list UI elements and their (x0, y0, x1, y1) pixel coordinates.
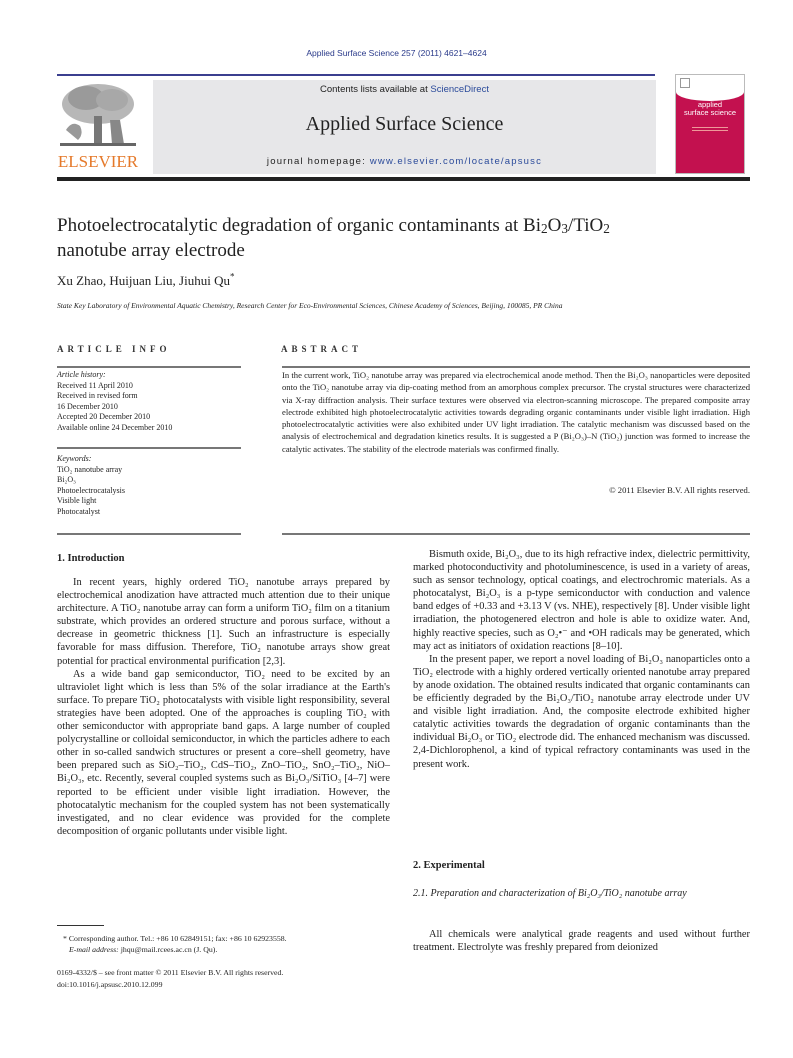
title-text: Photoelectrocatalytic degradation of organic contaminants at Bi (57, 215, 541, 236)
title-text-line2: nanotube array electrode (57, 240, 245, 261)
title-subscript: 2 (541, 221, 548, 236)
history-item: Available online 24 December 2010 (57, 422, 173, 432)
keyword-item: Bi₂O₃ (57, 475, 76, 484)
keyword-item: TiO₂ nanotube array (57, 464, 123, 474)
experimental-body (413, 928, 750, 954)
divider (282, 533, 750, 535)
paragraph: In the present paper, we report a novel loading of Bi₂O₃ nanoparticles onto a TiO₂ electrode with a highly ordered vertically oriented nanotube array prepared by anode oxidation. The obtained results indicated that organic contaminants can be efficiently degraded by the Bi₂O₃/TiO₂ nanotube array electrode under UV and visible light irradiation. And, the composite electrode exhibited higher catalytic activities towards the degradation of organic contaminants than the individual Bi₂O₃ or TiO₂ electrode did. The enhanced mechanism was discussed. 2,4-Dichlorophenol, a kind of typical refractory contaminants was used in the present work. (413, 653, 750, 770)
divider (57, 366, 241, 368)
paragraph: Bismuth oxide, Bi₂O₃, due to its high refractive index, dielectric permittivity, marked photoconductivity and photoluminescence, is used in a variety of areas, such as sensor technology, optical coatings, and electrochromic materials. As a photocatalyst, Bi₂O₃ is a p-type semiconductor with conduction and valence band edges of +0.33 and +3.13 V (vs. NHE), respectively [8]. Under visible light irradiation, the photogenered electron and hole is able to oxidize water. And, highly reactive species, such as O₂•⁻ and •OH radicals may be generated, which may act as initiators of oxidation reactions [8–10]. (413, 549, 750, 652)
keyword-item: Photoelectrocatalysis (57, 485, 125, 495)
authors (57, 273, 235, 289)
keywords (57, 454, 247, 517)
journal-title: Applied Surface Science (305, 113, 504, 135)
left-column-body (57, 576, 390, 838)
history-item: Received 11 April 2010 (57, 380, 133, 390)
article-info-heading: ARTICLE INFO (57, 344, 171, 354)
title-text: /TiO (568, 215, 604, 236)
journal-banner (153, 80, 656, 174)
author-names: Xu Zhao, Huijuan Liu, Jiuhui Qu (57, 273, 230, 288)
doi-link[interactable]: doi:10.1016/j.apsusc.2010.12.099 (57, 980, 163, 989)
elsevier-wordmark: ELSEVIER (57, 152, 139, 171)
journal-homepage (153, 156, 656, 167)
abstract-text: In the current work, TiO₂ nanotube array was prepared via electrochemical anode method. Then the Bi₂O₃ nanoparticles were deposited onto the TiO₂ nanotube array via dip-coating method from an amorphous complex precursor. The crystal structures were characterized via X-ray diffraction analysis. Their surface textures were observed via electron-scanning microscope. The prepared composite array electrode exhibited high photoelectrocatalytic activities towards degrading organic contaminants under visible light irradiation. High photoelectrocatalytic activities were also exhibited under UV light irradiation. The catalytic mechanism was discussed based on the analysis of electrochemical and degradation kinetics results. It is suggested a P (Bi₂O₃)–N (TiO₂) junction was formed to increase the catalytic activates. The stability of the electrode materials was confirmed finally. (282, 370, 750, 454)
subsection-heading: 2.1. Preparation and characterization of Bi₂O₃/TiO₂ nanotube array (413, 888, 687, 899)
corresponding-author-mark[interactable]: * (229, 271, 235, 282)
right-column-body (413, 548, 750, 771)
header-thick-rule (57, 177, 750, 181)
history-item: 16 December 2010 (57, 401, 118, 411)
corresponding-author-note: * Corresponding author. Tel.: +86 10 62849151; fax: +86 10 62923558. (63, 934, 287, 943)
cover-subtitle-lines (692, 127, 728, 128)
article-history-heading: Article history: (57, 370, 106, 379)
contents-line (153, 84, 656, 95)
keyword-item: Visible light (57, 496, 97, 505)
article-title (57, 213, 757, 263)
abstract-copyright: © 2011 Elsevier B.V. All rights reserved. (609, 485, 750, 495)
paragraph: As a wide band gap semiconductor, TiO₂ need to be excited by an ultraviolet light which is less than 5% of the solar irradiance at the Earth's surface. To prepare TiO₂ photocatalysts with visible light responsibility, several strategies have been adopted. One of the approaches is coupling TiO₂ with other semiconductor with appropriate band gaps. A large number of coupled polycrystalline or colloidal semiconductor, in which the particles adhere to each other in so-called sandwich structures or present a core–shell geometry, have been prepared such as SiO₂–TiO₂, CdS–TiO₂, ZnO–TiO₂, SnO₂–TiO₂, NiO–Bi₂O₃, etc. Recently, several coupled systems such as Bi₂O₃/SiTiO₃ [4–7] were reported to be efficient under visible light irradiation. However, the photocatalytic mechanism for the coupled system has not been systematically investigated, and no clear evidence was provided for the complete decomposition of organic pollutants under visible light. (57, 668, 390, 837)
header-rule (57, 74, 655, 76)
divider (282, 366, 750, 368)
cover-title (676, 101, 744, 117)
issn-line: 0169-4332/$ – see front matter © 2011 Elsevier B.V. All rights reserved. (57, 968, 284, 977)
title-subscript: 2 (603, 221, 610, 236)
divider (57, 447, 241, 449)
paragraph: All chemicals were analytical grade reagents and used without further treatment. Electrolyte was freshly prepared from deionized (413, 929, 750, 954)
sciencedirect-link[interactable]: ScienceDirect (430, 84, 489, 95)
cover-title-line1: applied (697, 100, 723, 109)
section-heading-introduction: 1. Introduction (57, 553, 125, 564)
homepage-link[interactable]: www.elsevier.com/locate/apsusc (369, 156, 543, 167)
history-item: Received in revised form (57, 391, 138, 400)
title-subscript: 3 (561, 221, 569, 236)
abstract-heading: ABSTRACT (281, 344, 363, 354)
elsevier-tree-icon (58, 80, 138, 150)
homepage-prefix: journal homepage: (266, 156, 370, 167)
paragraph: In recent years, highly ordered TiO₂ nanotube arrays prepared by electrochemical anodization have attracted much attention due to their unique architecture. A TiO₂ nanotube array can form a uniform TiO₂ film on a titanium substrate, which provides an ordered structure and porous surface, without a decrease in geometric thickness [1]. Such an infrastructure is especially favorable for mass diffusion. Therefore, TiO₂ nanotube arrays show great potential for practical environmental purification [2,3]. (57, 577, 390, 667)
journal-citation: Applied Surface Science 257 (2011) 4621–4624 (306, 48, 487, 58)
email-link[interactable]: jhqu@mail.rcees.ac.cn (J. Qu). (120, 944, 218, 954)
affiliation: State Key Laboratory of Environmental Aquatic Chemistry, Research Center for Eco-Environmental Sciences, Chinese Academy of Sciences, Beijing, 100085, PR China (57, 301, 563, 310)
article-history (57, 370, 247, 433)
history-item: Accepted 20 December 2010 (57, 412, 151, 421)
email-label: E-mail address: (69, 944, 121, 954)
corresponding-footnote (57, 934, 397, 955)
section-heading-experimental: 2. Experimental (413, 860, 485, 871)
cover-title-line2: surface science (683, 108, 737, 117)
cover-logo-icon (680, 78, 690, 88)
contents-prefix: Contents lists available at (320, 84, 431, 95)
elsevier-logo[interactable] (54, 80, 142, 175)
keywords-heading: Keywords: (57, 454, 92, 463)
front-matter (57, 967, 397, 991)
keyword-item: Photocatalyst (57, 506, 101, 516)
title-text: O (547, 215, 562, 236)
divider (57, 533, 241, 535)
footnote-rule (57, 925, 104, 926)
journal-cover-thumbnail[interactable] (675, 74, 745, 174)
